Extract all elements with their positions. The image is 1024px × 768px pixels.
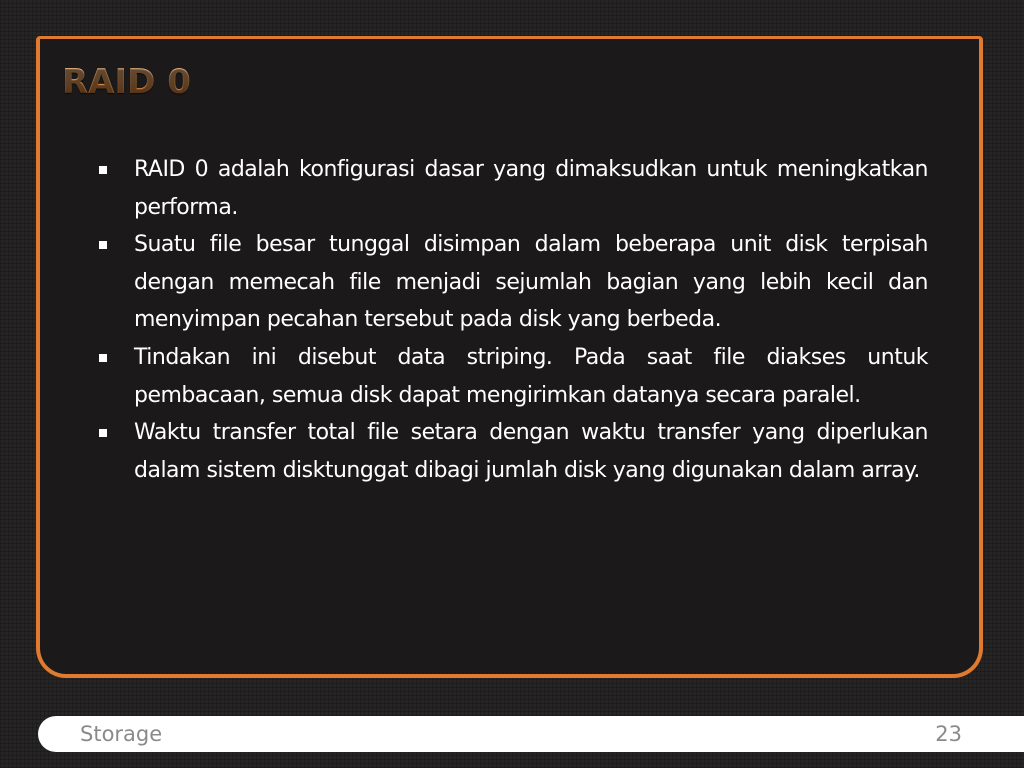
square-bullet-icon [99, 241, 107, 249]
square-bullet-icon [99, 429, 107, 437]
bullet-list [98, 151, 928, 489]
bullet-item [98, 151, 928, 226]
bullet-item [98, 414, 928, 489]
bullet-text: Suatu file besar tunggal disimpan dalam beberapa unit disk terpisah dengan memecah file menjadi sejumlah bagian yang lebih kecil dan menyimpan pecahan tersebut pada disk yang berbeda. [134, 232, 928, 333]
footer-label: Storage [80, 722, 163, 746]
footer-bar [38, 716, 1024, 752]
bullet-text: Tindakan ini disebut data striping. Pada saat file diakses untuk pembacaan, semua disk dapat mengirimkan datanya secara paralel. [134, 344, 928, 408]
bullet-text: RAID 0 adalah konfigurasi dasar yang dimaksudkan untuk meningkatkan performa. [134, 157, 928, 220]
bullet-text: Waktu transfer total file setara dengan waktu transfer yang diperlukan dalam sistem disktunggat dibagi jumlah disk yang digunakan dalam array. [134, 420, 928, 483]
slide-title: RAID 0 [62, 62, 191, 102]
bullet-item [98, 226, 928, 339]
square-bullet-icon [99, 166, 107, 174]
square-bullet-icon [99, 354, 107, 362]
page-number: 23 [935, 722, 962, 746]
bullet-item [98, 339, 928, 414]
